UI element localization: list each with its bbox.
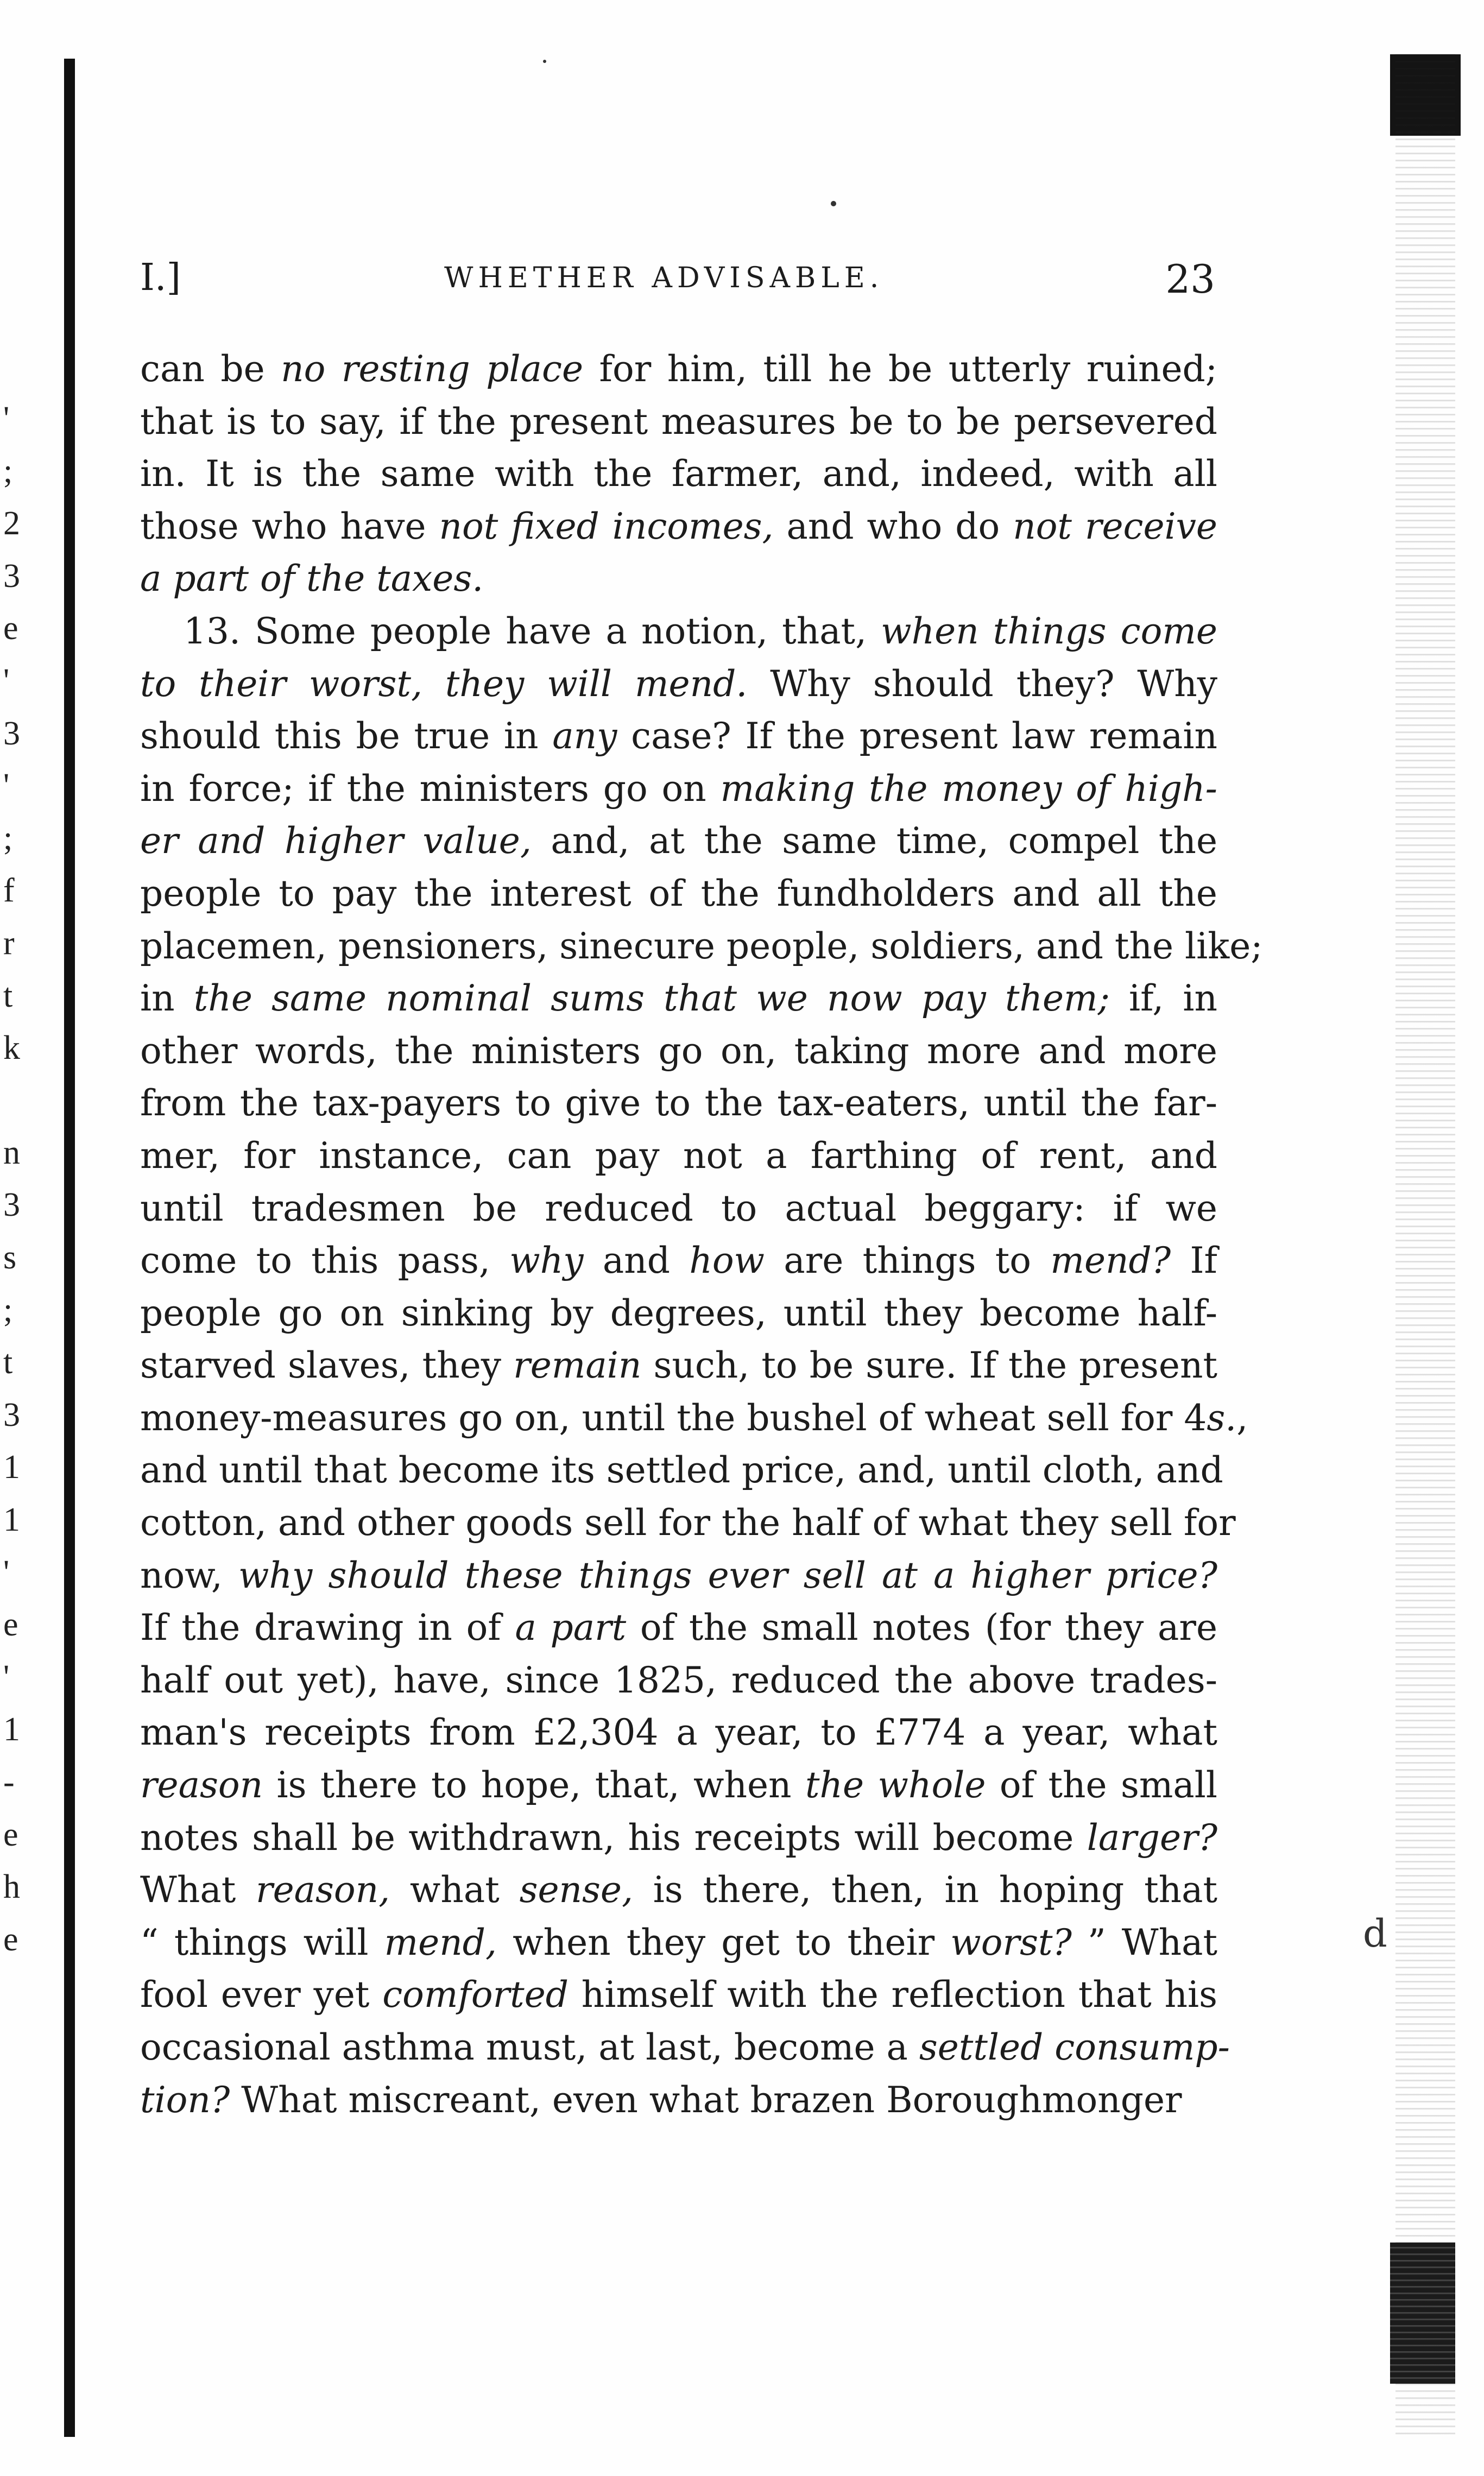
bleed-glyph: 1 <box>3 1501 20 1538</box>
italic-span: no resting place <box>281 348 584 390</box>
edge-shadow-bottom <box>1390 2243 1455 2384</box>
italic-span: reason <box>140 1764 263 1807</box>
paragraph-p12-end <box>140 343 1217 605</box>
italic-span: the same nominal sums that we now pay them; <box>193 977 1110 1020</box>
bleed-glyph: 3 <box>3 557 20 595</box>
italic-span: the whole <box>805 1764 986 1807</box>
bleed-glyph: - <box>3 1764 15 1801</box>
italic-span: not receive <box>1013 505 1217 547</box>
bleed-glyph: 1 <box>3 1449 20 1486</box>
binding-shadow <box>64 59 75 2437</box>
text-line: until tradesmen be reduced to actual beggary: if we <box>140 1187 1217 1229</box>
italic-span: er and higher value, <box>140 820 532 862</box>
text-line: fool ever yet comforted himself with the reflection that his <box>140 1974 1218 2016</box>
bleed-glyph: r <box>3 925 15 962</box>
italic-span: tion? <box>140 2079 230 2121</box>
text-line: from the tax-payers to give to the tax-eaters, until the far- <box>140 1082 1217 1125</box>
italic-span: when things come <box>881 610 1217 652</box>
text-line <box>140 553 1217 605</box>
page-number: 23 <box>1165 256 1215 302</box>
paragraph-p13 <box>140 605 1263 2126</box>
italic-span: any <box>552 715 617 757</box>
text-line: placemen, pensioners, sinecure people, soldiers, and the like; <box>140 925 1263 967</box>
text-line: in. It is the same with the farmer, and, indeed, with all <box>140 453 1217 495</box>
text-line: occasional asthma must, at last, become a settled consump- <box>140 2026 1230 2068</box>
italic-span: comforted <box>382 1974 569 2016</box>
bleed-glyph: 3 <box>3 715 20 752</box>
bleed-glyph: ; <box>3 1291 13 1329</box>
italic-span: worst? <box>950 1921 1072 1963</box>
text-line: to their worst, they will mend. Why should they? Why <box>140 662 1217 705</box>
text-line: come to this pass, why and how are things to mend? If <box>140 1240 1217 1282</box>
edge-texture <box>1395 49 1455 2438</box>
margin-mark: d <box>1363 1911 1387 1956</box>
text-line: notes shall be withdrawn, his receipts will become larger? <box>140 1816 1217 1859</box>
right-gutter-edge <box>1363 49 1484 2438</box>
text-line: those who have not fixed incomes, and who do not receive <box>140 505 1217 547</box>
italic-span: how <box>689 1240 765 1282</box>
italic-span: why should these things ever sell at a higher price? <box>238 1554 1217 1596</box>
italic-span: larger? <box>1087 1816 1217 1859</box>
text-line: in the same nominal sums that we now pay them; if, in <box>140 977 1217 1020</box>
bleed-glyph: k <box>3 1029 20 1067</box>
italic-span: mend, <box>384 1921 497 1963</box>
text-line: “ things will mend, when they get to their worst? ” What <box>140 1921 1217 1963</box>
text-line: in force; if the ministers go on making the money of high- <box>140 767 1217 810</box>
bleed-glyph: e <box>3 1921 18 1958</box>
italic-span: reason, <box>256 1869 390 1911</box>
text-line: and until that become its settled price, and, until cloth, and <box>140 1449 1223 1492</box>
italic-span: making the money of high- <box>720 767 1217 810</box>
italic-span: s. <box>1207 1397 1237 1439</box>
text-line: people to pay the interest of the fundholders and all the <box>140 872 1217 914</box>
bleed-glyph: ' <box>3 1553 10 1591</box>
text-line: cotton, and other goods sell for the half of what they sell for <box>140 1502 1236 1544</box>
italic-span: mend? <box>1050 1240 1171 1282</box>
bleed-glyph: ; <box>3 819 13 857</box>
bleed-glyph: e <box>3 1606 18 1644</box>
ink-speck <box>543 60 546 63</box>
running-title: WHETHER ADVISABLE. <box>444 262 884 294</box>
italic-span: a part <box>515 1607 627 1649</box>
bleed-glyph: 3 <box>3 1396 20 1433</box>
bleed-glyph: 2 <box>3 505 20 542</box>
text-line: What reason, what sense, is there, then, in hoping that <box>140 1869 1217 1911</box>
bleed-glyph: ' <box>3 400 10 437</box>
bleed-glyph: e <box>3 610 18 647</box>
italic-span: settled consump- <box>919 2026 1230 2068</box>
italic-span: not fixed incomes, <box>439 505 774 547</box>
text-line: other words, the ministers go on, taking more and more <box>140 1029 1217 1072</box>
italic-span: to their worst, they will mend. <box>140 662 748 705</box>
bleed-glyph: h <box>3 1868 20 1906</box>
italic-span: a part of the taxes. <box>140 558 484 600</box>
bleed-glyph: ; <box>3 452 13 490</box>
section-mark: I.] <box>140 256 181 299</box>
text-line: now, why should these things ever sell at a higher price? <box>140 1554 1217 1596</box>
text-line: tion? What miscreant, even what brazen Boroughmonger <box>140 2079 1182 2121</box>
bleed-glyph: e <box>3 1816 18 1853</box>
text-line: If the drawing in of a part of the small notes (for they are <box>140 1607 1217 1649</box>
text-line: that is to say, if the present measures be to be persevered <box>140 400 1217 443</box>
bleed-glyph: ' <box>3 662 10 699</box>
text-line: man's receipts from £2,304 a year, to £774 a year, what <box>140 1711 1217 1754</box>
text-line: money-measures go on, until the bushel of wheat sell for 4s., <box>140 1397 1248 1439</box>
body-text <box>140 343 1263 2126</box>
bleed-glyph: 1 <box>3 1711 20 1748</box>
text-line: er and higher value, and, at the same time, compel the <box>140 820 1217 862</box>
bleed-glyph: n <box>3 1134 20 1171</box>
bleed-glyph: 3 <box>3 1186 20 1224</box>
text-line: reason is there to hope, that, when the whole of the small <box>140 1764 1217 1807</box>
running-head <box>140 256 1215 305</box>
bleed-glyph: s <box>3 1239 17 1276</box>
text-line: people go on sinking by degrees, until they become half- <box>140 1292 1217 1334</box>
bleed-glyph: f <box>3 872 15 909</box>
text-line: half out yet), have, since 1825, reduced the above trades- <box>140 1659 1217 1701</box>
previous-page-bleed <box>0 0 54 2476</box>
bleed-glyph: ' <box>3 767 10 805</box>
italic-span: remain <box>513 1344 642 1387</box>
italic-span: why <box>509 1240 584 1282</box>
italic-span: sense, <box>519 1869 633 1911</box>
text-line: should this be true in any case? If the present law remain <box>140 715 1217 757</box>
bleed-glyph: t <box>3 977 13 1014</box>
text-line: can be no resting place for him, till he be utterly ruined; <box>140 348 1217 390</box>
ink-speck <box>831 201 836 206</box>
text-line: starved slaves, they remain such, to be sure. If the present <box>140 1344 1217 1387</box>
bleed-glyph: t <box>3 1344 13 1381</box>
text-line: mer, for instance, can pay not a farthing of rent, and <box>140 1134 1217 1177</box>
bleed-glyph: ' <box>3 1658 10 1696</box>
text-line: 13. Some people have a notion, that, when things come <box>184 610 1217 652</box>
